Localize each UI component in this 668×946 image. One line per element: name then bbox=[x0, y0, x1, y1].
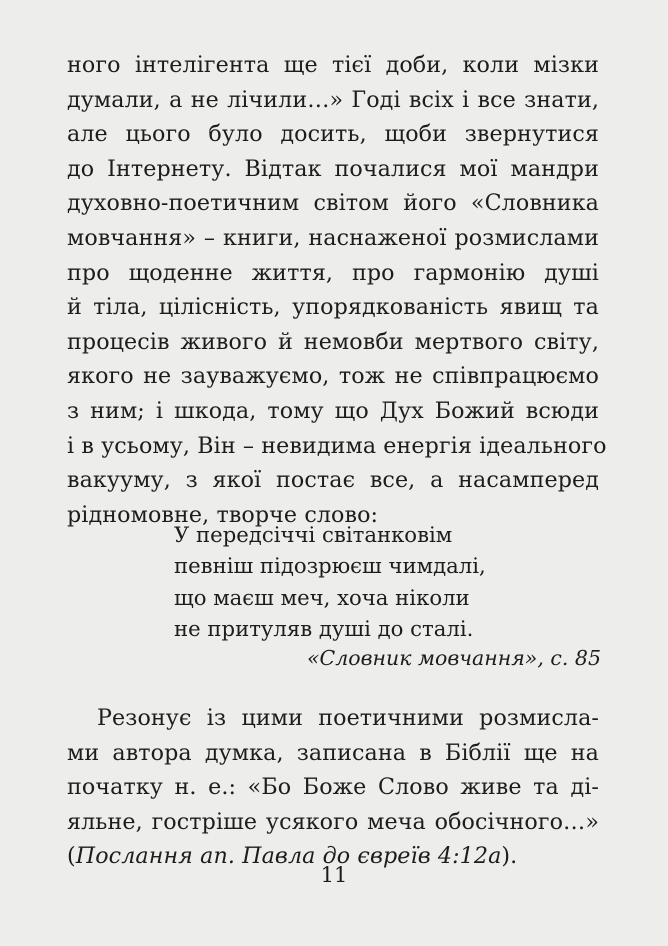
text-line: якого не зауважуємо, тож не співпрацюємо bbox=[67, 363, 599, 390]
poem-citation: «Словник мовчання», с. 85 bbox=[306, 646, 601, 670]
bible-reference: Послання ап. Павла до євреїв 4:12а bbox=[75, 843, 502, 870]
text-line: ми автора думка, записана в Біблії ще на bbox=[67, 739, 599, 766]
page-number: 11 bbox=[320, 863, 348, 887]
poem-line: що маєш меч, хоча ніколи bbox=[174, 584, 470, 610]
poem-line: не притуляв душі до сталі. bbox=[174, 615, 474, 641]
text-line: але цього було досить, щоби звернутися bbox=[67, 121, 599, 148]
text-line: початку н. е.: «Бо Боже Слово живе та ді- bbox=[67, 774, 599, 801]
text-line: до Інтернету. Відтак почалися мої мандри bbox=[67, 155, 599, 182]
text-line: й тіла, цілісність, упорядкованість явищ та bbox=[67, 294, 599, 321]
text-line: думали, а не лічили…» Годі всіх і все знати, bbox=[67, 86, 599, 113]
poem-line: певніш підозрюєш чимдалі, bbox=[174, 553, 486, 579]
poem-quote bbox=[174, 519, 486, 644]
paren-open: ( bbox=[67, 843, 76, 870]
text-line: яльне, гостріше усякого меча обосічного…» bbox=[67, 808, 599, 835]
text-line: рідномовне, творче слово: bbox=[67, 501, 379, 528]
paren-close: ). bbox=[501, 843, 518, 870]
paragraph-1 bbox=[67, 48, 607, 532]
text-line: і в усьому, Він – невидима енергія ідеального bbox=[67, 432, 607, 459]
text-line: про щоденне життя, про гармонію душі bbox=[67, 259, 599, 286]
text-line: процесів живого й немовби мертвого світу, bbox=[67, 328, 599, 355]
text-line: духовно-поетичним світом його «Словника bbox=[67, 190, 599, 217]
text-line: Резонує із цими поетичними розмисла- bbox=[97, 705, 599, 731]
text-line: з ним; і шкода, тому що Дух Божий всюди bbox=[67, 397, 599, 424]
poem-line: У передсіччі світанковім bbox=[174, 522, 453, 547]
text-line: ного інтелігента ще тієї доби, коли мізки bbox=[67, 52, 599, 78]
text-line: вакууму, з якої постає все, а насамперед bbox=[67, 467, 599, 494]
paragraph-2 bbox=[67, 701, 599, 874]
text-line: мовчання» – книги, наснаженої розмислами bbox=[67, 224, 599, 251]
